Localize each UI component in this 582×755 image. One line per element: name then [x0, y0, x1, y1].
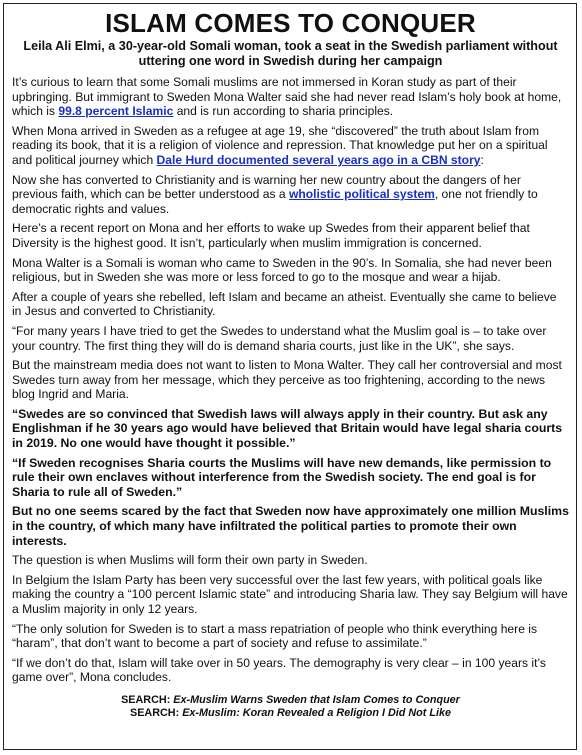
- search-line-1: [12, 694, 569, 707]
- search-prefix: SEARCH:: [121, 693, 174, 706]
- paragraph-12: The question is when Muslims will form their own party in Sweden.: [12, 553, 368, 568]
- paragraph-10-quote: “If Sweden recognises Sharia courts the Muslims will have new demands, like permission to rule their own enclaves without interference from the Swedish society. The end goal is for Sharia to rule all of Sweden.”: [12, 455, 552, 499]
- paragraph-6: After a couple of years she rebelled, left Islam and became an atheist. Eventually she came to believe in Jesus and converted to Christianity.: [12, 289, 557, 319]
- flyer-document: [3, 3, 577, 750]
- link-cbn-story[interactable]: Dale Hurd documented several years ago in a CBN story: [156, 152, 481, 167]
- paragraph-7: “For many years I have tried to get the Swedes to understand what the Muslim goal is – to take over your country. The first thing they will do is demand sharia courts, just like in the UK”, she says.: [12, 323, 547, 353]
- paragraph-3-text-end: , one not friendly to democratic rights and values.: [12, 187, 538, 216]
- link-99-8-percent-islamic[interactable]: 99.8 percent Islamic: [58, 104, 174, 119]
- link-wholistic-political-system[interactable]: wholistic political system: [288, 187, 435, 202]
- paragraph-13: In Belgium the Islam Party has been very successful over the last few years, with political goals like making the country a “100 percent Islamic state” and introducing Sharia law. They say Belgium will have a Muslim majority in only 12 years.: [12, 572, 568, 616]
- paragraph-14: “The only solution for Sweden is to start a mass repatriation of people who think everything here is “haram”, that don’t want to become a part of society and refuse to assimilate.”: [12, 621, 538, 651]
- paragraph-3-text-start: Now she has converted to Christianity and is warning her new country about the dangers of her previous faith, which can be better understood as a: [12, 172, 521, 202]
- paragraph-2-text-end: :: [480, 152, 484, 167]
- paragraph-1-text-start: It’s curious to learn that some Somali muslims are not immersed in Koran study as part of their upbringing. But immigrant to Sweden Mona Walter said she had never read Islam’s holy book at home, which is: [12, 75, 562, 119]
- paragraph-5: Mona Walter is a Somali is woman who came to Sweden in the 90’s. In Somalia, she had never been religious, but in Sweden she was more or less forced to go to the mosque and wear a hijab.: [12, 255, 552, 285]
- paragraph-1: [12, 75, 569, 119]
- paragraph-2: [12, 124, 569, 168]
- search-prefix: SEARCH:: [130, 706, 183, 719]
- paragraph-4: Here’s a recent report on Mona and her efforts to wake up Swedes from their apparent belief that Diversity is the highest good. It isn’t, particularly when muslim immigration is concerned.: [12, 221, 530, 250]
- page-title: ISLAM COMES TO CONQUER: [105, 8, 476, 38]
- paragraph-1-text-end: and is run according to sharia principles.: [173, 104, 394, 119]
- search-query: Ex-Muslim Warns Sweden that Islam Comes to Conquer: [173, 693, 460, 706]
- paragraph-2-text-start: When Mona arrived in Sweden as a refugee at age 19, she “discovered” the truth about Islam from reading its book, that it is a religion of violence and repression. That knowledge put her on a spiritual and political journey which: [12, 123, 548, 167]
- search-query: Ex-Muslim: Koran Revealed a Religion I Did Not Like: [182, 706, 451, 719]
- paragraph-3: [12, 173, 569, 217]
- search-line-2: [12, 707, 569, 720]
- paragraph-9-quote: “Swedes are so convinced that Swedish laws will always apply in their country. But ask any Englishman if he 30 years ago would have believed that Britain would have legal sharia courts in 2019. No one would have thought it possible.”: [12, 406, 563, 451]
- paragraph-8: But the mainstream media does not want to listen to Mona Walter. They call her controversial and most Swedes turn away from her message, which they perceive as too frightening, according to the news blog Ingrid and Maria.: [12, 358, 562, 402]
- paragraph-15: “If we don’t do that, Islam will take over in 50 years. The demography is very clear – in 100 years it’s game over”, Mona concludes.: [12, 655, 546, 685]
- subtitle: Leila Ali Elmi, a 30-year-old Somali woman, took a seat in the Swedish parliament without uttering one word in Swedish during her campaign: [23, 39, 558, 68]
- paragraph-11: But no one seems scared by the fact that Sweden now have approximately one million Muslims in the country, of which many have infiltrated the political parties to promote their own interests.: [12, 504, 569, 548]
- search-suggestions: [12, 694, 569, 720]
